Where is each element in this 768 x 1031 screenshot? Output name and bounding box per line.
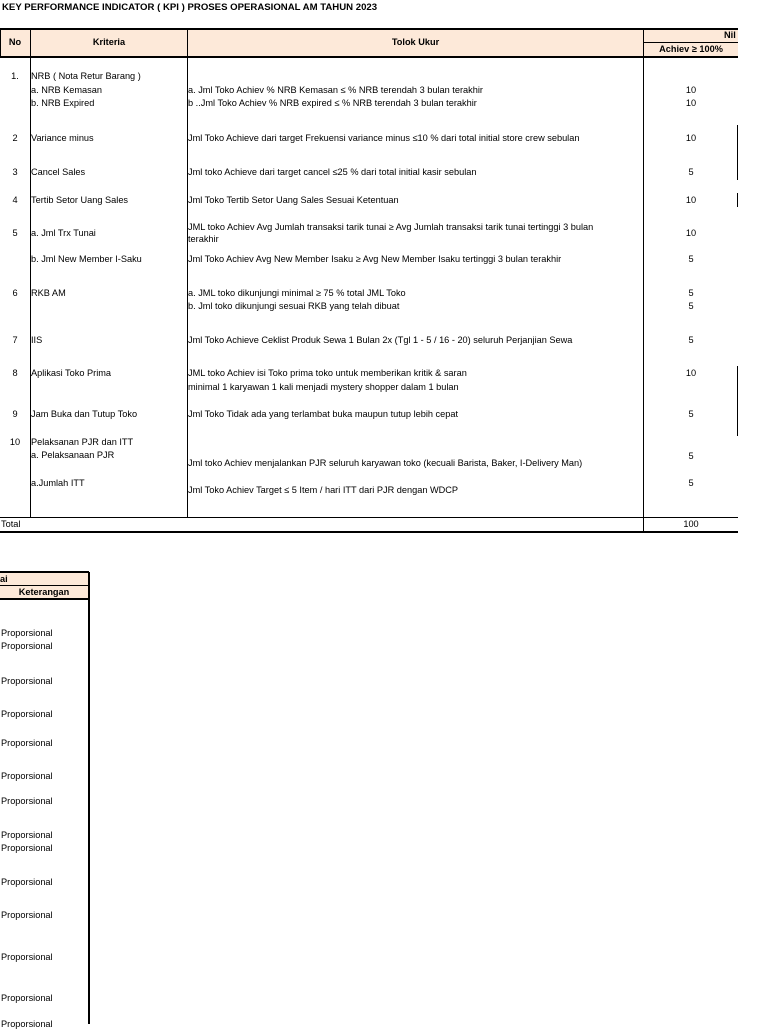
total-top-border	[0, 517, 738, 518]
table-bottom-border	[0, 531, 738, 533]
row-no: 8	[12, 368, 18, 378]
row-tolok-ukur: JML toko Achiev isi Toko prima toko untuk memberikan kritik & saran	[188, 368, 467, 378]
keterangan-header: Keterangan	[18, 587, 70, 597]
row-nilai: 5	[688, 167, 694, 177]
row-kriteria: Pelaksanan PJR dan ITT	[31, 437, 134, 447]
keterangan-item: Proporsional	[1, 993, 53, 1003]
row-tolok-ukur: a. JML toko dikunjungi minimal ≥ 75 % total JML Toko	[188, 288, 406, 298]
keterangan-item: Proporsional	[1, 738, 53, 748]
row-nilai: 5	[688, 335, 694, 345]
row-nilai: 10	[685, 195, 697, 205]
row-kriteria: a. NRB Kemasan	[31, 85, 102, 95]
keterangan-item: Proporsional	[1, 796, 53, 806]
row-kriteria: a. Pelaksanaan PJR	[31, 450, 115, 460]
row-tolok-ukur: Jml Toko Achiev Target ≤ 5 Item / hari ITT dari PJR dengan WDCP	[188, 485, 459, 495]
second-top-border	[0, 571, 89, 573]
row-tolok-ukur: Jml toko Achiev menjalankan PJR seluruh karyawan toko (kecuali Barista, Baker, I-Delivery Man)	[188, 458, 583, 468]
row-kriteria: a. Jml Trx Tunai	[31, 228, 96, 238]
row-nilai: 5	[688, 478, 694, 488]
row-tolok-ukur: JML toko Achiev Avg Jumlah transaksi tarik tunai ≥ Avg Jumlah transaksi tarik tunai tertinggi 3 bulan	[188, 222, 594, 232]
row-tolok-ukur: Jml Toko Tertib Setor Uang Sales Sesuai Ketentuan	[188, 195, 399, 205]
page-title: KEY PERFORMANCE INDICATOR ( KPI ) PROSES OPERASIONAL AM TAHUN 2023	[2, 2, 378, 13]
row-no: 1.	[11, 71, 19, 81]
row-tolok-ukur: Jml Toko Achieve Ceklist Produk Sewa 1 Bulan 2x (Tgl 1 - 5 / 16 - 20) seluruh Perjanjian Sewa	[188, 335, 573, 345]
row-no: 9	[12, 409, 18, 419]
row-nilai: 10	[685, 98, 697, 108]
nilai-sub-border	[643, 42, 738, 43]
header-nilai: Nil	[724, 30, 736, 40]
table-header-bottom-border	[0, 56, 738, 58]
row-no: 4	[12, 195, 18, 205]
row-tolok-ukur: Jml Toko Achieve dari target Frekuensi variance minus ≤10 % dari total initial store crew sebulan	[188, 133, 580, 143]
row-no: 7	[12, 335, 18, 345]
keterangan-item: Proporsional	[1, 952, 53, 962]
row-tolok-ukur: b ..Jml Toko Achiev % NRB expired ≤ % NRB terendah 3 bulan terakhir	[188, 98, 477, 108]
row-tolok-ukur: a. Jml Toko Achiev % NRB Kemasan ≤ % NRB terendah 3 bulan terakhir	[188, 85, 483, 95]
keterangan-item: Proporsional	[1, 676, 53, 686]
row-nilai: 5	[688, 254, 694, 264]
second-header-bottom-border	[0, 598, 89, 600]
row-nilai: 10	[685, 85, 697, 95]
row-no: 2	[12, 133, 18, 143]
keterangan-item: Proporsional	[1, 830, 53, 840]
row-kriteria: b. NRB Expired	[31, 98, 95, 108]
header-achiev: Achiev ≥ 100%	[659, 44, 723, 54]
table-top-border	[0, 28, 738, 30]
row-kriteria: RKB AM	[31, 288, 66, 298]
row-no: 10	[9, 437, 21, 447]
keterangan-item: Proporsional	[1, 771, 53, 781]
keterangan-item: Proporsional	[1, 877, 53, 887]
keterangan-item: Proporsional	[1, 910, 53, 920]
keterangan-item: Proporsional	[1, 1019, 53, 1029]
row-tolok-ukur: terakhir	[188, 234, 219, 244]
row-tolok-ukur: Jml toko Achieve dari target cancel ≤25 % dari total initial kasir sebulan	[188, 167, 477, 177]
row-nilai: 10	[685, 228, 697, 238]
row-no: 3	[12, 167, 18, 177]
row-tolok-ukur: Jml Toko Achiev Avg New Member Isaku ≥ Avg New Member Isaku tertinggi 3 bulan terakhir	[188, 254, 562, 264]
row-kriteria: Cancel Sales	[31, 167, 86, 177]
keterangan-item: Proporsional	[1, 628, 53, 638]
total-label: Total	[1, 519, 21, 529]
header-no: No	[8, 37, 22, 47]
row-kriteria: b. Jml New Member I-Saku	[31, 254, 142, 264]
row-tolok-ukur: minimal 1 karyawan 1 kali menjadi mystery shopper dalam 1 bulan	[188, 382, 459, 392]
second-header-partial: ai	[0, 574, 8, 584]
row-kriteria: Aplikasi Toko Prima	[31, 368, 111, 378]
second-mid-border	[0, 585, 89, 586]
row-nilai: 10	[685, 133, 697, 143]
keterangan-item: Proporsional	[1, 641, 53, 651]
header-kriteria: Kriteria	[92, 37, 126, 47]
row-nilai: 5	[688, 409, 694, 419]
keterangan-item: Proporsional	[1, 843, 53, 853]
row-kriteria: a.Jumlah ITT	[31, 478, 85, 488]
row-nilai: 5	[688, 451, 694, 461]
row-kriteria: IIS	[31, 335, 43, 345]
row-nilai: 5	[688, 301, 694, 311]
row-tolok-ukur: Jml Toko Tidak ada yang terlambat buka maupun tutup lebih cepat	[188, 409, 459, 419]
row-kriteria: Tertib Setor Uang Sales	[31, 195, 129, 205]
row-no: 5	[12, 228, 18, 238]
row-kriteria: Variance minus	[31, 133, 94, 143]
keterangan-item: Proporsional	[1, 709, 53, 719]
second-right-border	[88, 572, 90, 1024]
total-value: 100	[683, 519, 699, 529]
row-nilai: 5	[688, 288, 694, 298]
row-kriteria: NRB ( Nota Retur Barang )	[31, 71, 141, 81]
row-tolok-ukur: b. Jml toko dikunjungi sesuai RKB yang telah dibuat	[188, 301, 400, 311]
row-kriteria: Jam Buka dan Tutup Toko	[31, 409, 138, 419]
row-nilai: 10	[685, 368, 697, 378]
header-tolok-ukur: Tolok Ukur	[391, 37, 440, 47]
row-no: 6	[12, 288, 18, 298]
